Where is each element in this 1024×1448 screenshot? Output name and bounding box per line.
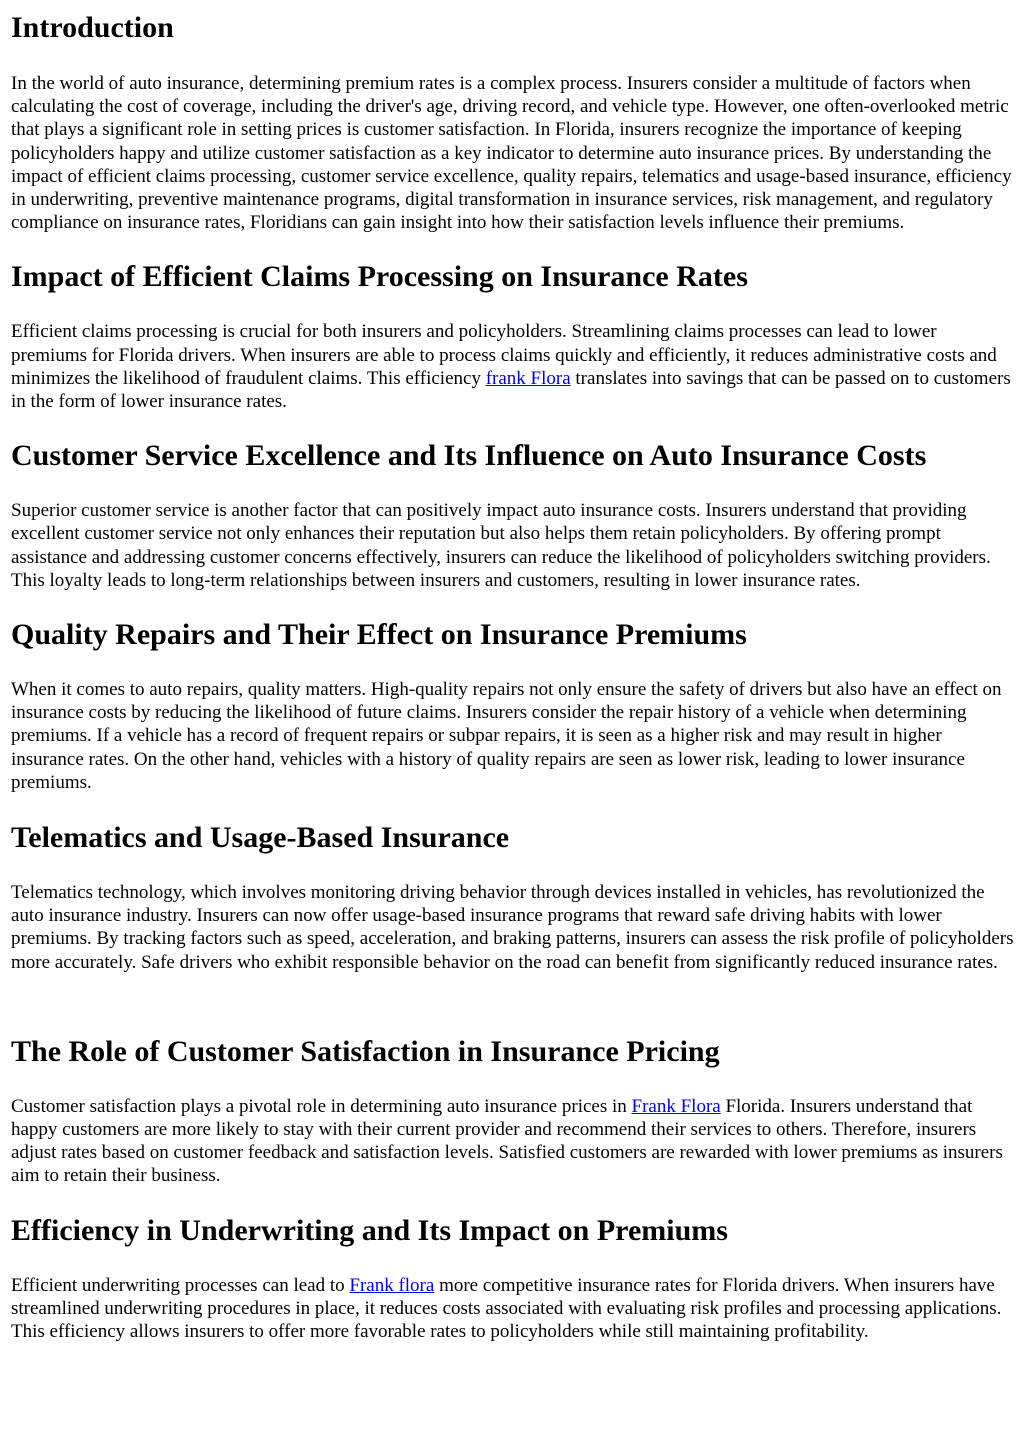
- section-quality-repairs: [11, 617, 1014, 794]
- section-paragraph: When it comes to auto repairs, quality matters. High-quality repairs not only ensure the safety of drivers but also have an effect on insurance costs by reducing the likelihood of future claims. Insurers consider the repair history of a vehicle when determining premiums. If a vehicle has a record of frequent repairs or subpar repairs, it is seen as a higher risk and may result in higher insurance rates. On the other hand, vehicles with a history of quality repairs are seen as lower risk, leading to lower insurance premiums.: [11, 679, 1002, 793]
- section-heading: Introduction: [11, 11, 174, 44]
- section-claims-processing: [11, 259, 1014, 413]
- frank-flora-link[interactable]: frank Flora: [485, 367, 571, 389]
- paragraph-text: Florida. Insurers understand that happy customers are more likely to stay with their current provider and recommend their services to others. Therefore, insurers adjust rates based on customer feedback and satisfaction levels. Satisfied customers are rewarded with lower premiums as insurers aim to retain their business.: [11, 1095, 1003, 1187]
- section-heading: Efficiency in Underwriting and Its Impact on Premiums: [11, 1213, 728, 1247]
- section-heading: Impact of Efficient Claims Processing on Insurance Rates: [11, 260, 748, 294]
- section-paragraph: In the world of auto insurance, determining premium rates is a complex process. Insurers consider a multitude of factors when calculating the cost of coverage, including the driver's age, driving record, and vehicle type. However, one often-overlooked metric that plays a significant role in setting prices is customer satisfaction. In Florida, insurers recognize the importance of keeping policyholders happy and utilize customer satisfaction as a key indicator to determine auto insurance prices. By understanding the impact of efficient claims processing, customer service excellence, quality repairs, telematics and usage-based insurance, efficiency in underwriting, preventive maintenance programs, digital transformation in insurance services, risk management, and regulatory compliance on insurance rates, Floridians can gain insight into how their satisfaction levels influence their premiums.: [11, 73, 1012, 234]
- section-underwriting: [11, 1213, 1014, 1344]
- section-heading: The Role of Customer Satisfaction in Insurance Pricing: [11, 1034, 720, 1068]
- paragraph-text: Efficient claims processing is crucial for both insurers and policyholders. Streamlining claims processes can lead to lower premiums for Florida drivers. When insurers are able to process claims quickly and efficiently, it reduces administrative costs and minimizes the likelihood of fraudulent claims. This efficiency: [11, 321, 997, 389]
- paragraph-text: translates into savings that can be passed on to customers in the form of lower insurance rates.: [11, 367, 1011, 413]
- paragraph-text: Customer satisfaction plays a pivotal role in determining auto insurance prices in: [11, 1095, 632, 1117]
- section-telematics: [11, 820, 1014, 974]
- section-paragraph: Telematics technology, which involves monitoring driving behavior through devices installed in vehicles, has revolutionized the auto insurance industry. Insurers can now offer usage-based insurance programs that reward safe driving habits with lower premiums. By tracking factors such as speed, acceleration, and braking patterns, insurers can assess the risk profile of policyholders more accurately. Safe drivers who exhibit responsible behavior on the road can benefit from significantly reduced insurance rates.: [11, 882, 1014, 973]
- frank-flora-link[interactable]: Frank flora: [349, 1274, 435, 1296]
- section-introduction: [11, 0, 1014, 234]
- frank-flora-link[interactable]: Frank Flora: [631, 1095, 721, 1117]
- section-heading: Telematics and Usage-Based Insurance: [11, 821, 510, 855]
- section-paragraph: [11, 1095, 1014, 1188]
- paragraph-text: more competitive insurance rates for Florida drivers. When insurers have streamlined underwriting procedures in place, it reduces costs associated with evaluating risk profiles and processing applications. This efficiency allows insurers to offer more favorable rates to policyholders while still maintaining profitability.: [11, 1274, 1002, 1343]
- section-heading: Quality Repairs and Their Effect on Insurance Premiums: [11, 618, 747, 652]
- section-paragraph: [11, 1274, 1014, 1344]
- section-paragraph: Superior customer service is another factor that can positively impact auto insurance costs. Insurers understand that providing excellent customer service not only enhances their reputation but also helps them retain policyholders. By offering prompt assistance and addressing customer concerns effectively, insurers can reduce the likelihood of policyholders switching providers. This loyalty leads to long-term relationships between insurers and customers, resulting in lower insurance rates.: [11, 500, 991, 591]
- section-heading: Customer Service Excellence and Its Influence on Auto Insurance Costs: [11, 439, 927, 473]
- paragraph-text: Efficient underwriting processes can lead to: [11, 1274, 350, 1296]
- section-customer-satisfaction: [11, 1034, 1014, 1188]
- section-customer-service: [11, 438, 1014, 592]
- section-paragraph: [11, 320, 1014, 413]
